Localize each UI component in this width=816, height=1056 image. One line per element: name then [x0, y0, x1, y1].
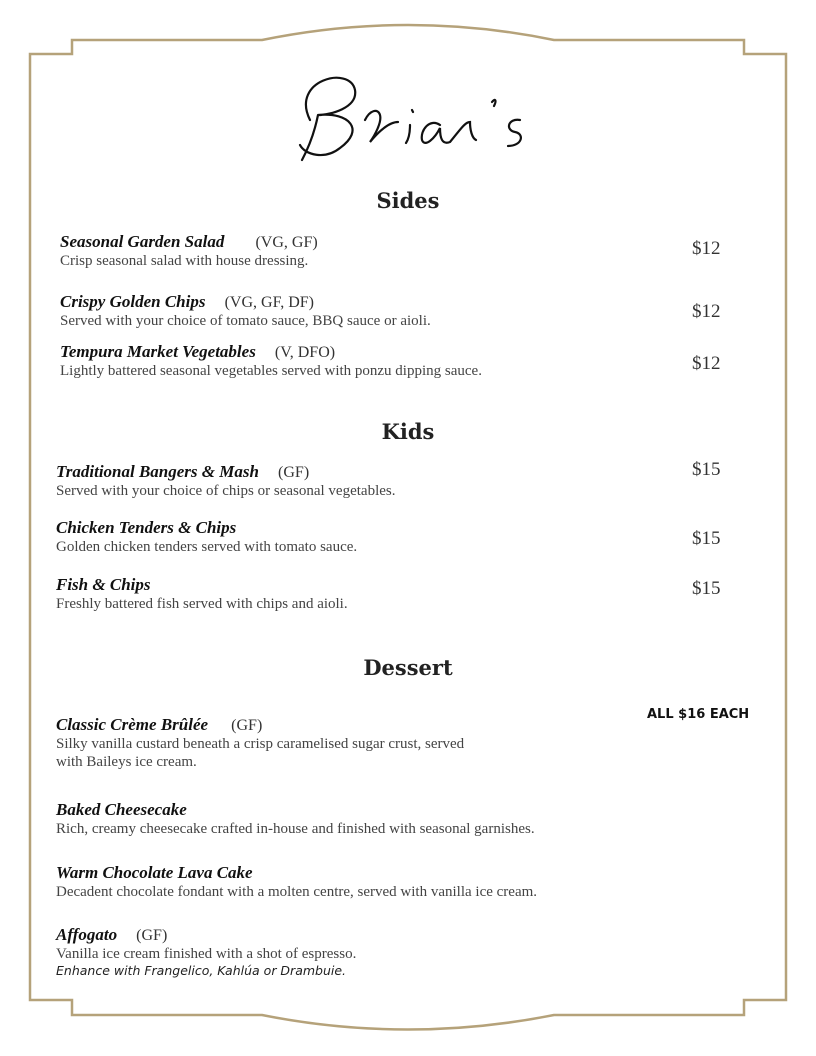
menu-item	[56, 863, 537, 901]
sides-title: Sides	[376, 188, 440, 213]
menu-item	[56, 518, 357, 556]
item-desc: Served with your choice of chips or seasonal vegetables.	[56, 483, 396, 499]
item-desc: Freshly battered fish served with chips and aioli.	[56, 596, 348, 612]
item-name: Affogato	[56, 925, 118, 944]
menu-item	[60, 232, 318, 270]
item-desc: Vanilla ice cream finished with a shot of espresso.	[56, 946, 357, 962]
item-price: $12	[692, 353, 721, 374]
menu-item	[60, 342, 482, 380]
item-desc: Crisp seasonal salad with house dressing.	[60, 253, 309, 269]
item-desc: Golden chicken tenders served with tomato sauce.	[56, 539, 358, 555]
item-price: $12	[692, 238, 721, 259]
item-desc: Lightly battered seasonal vegetables served with ponzu dipping sauce.	[60, 363, 482, 379]
menu-item	[56, 925, 356, 978]
item-name: Chicken Tenders & Chips	[56, 518, 237, 537]
item-price: $15	[692, 528, 721, 549]
item-desc-line2: with Baileys ice cream.	[56, 754, 197, 770]
item-name: Fish & Chips	[56, 575, 151, 594]
item-price: $12	[692, 301, 721, 322]
item-tags: (GF)	[231, 717, 263, 734]
item-tags: (GF)	[136, 927, 168, 944]
item-tags: (V, DFO)	[274, 344, 336, 361]
dessert-price-note: ALL $16 EACH	[647, 707, 750, 722]
menu-item	[56, 575, 348, 613]
item-name: Tempura Market Vegetables	[60, 342, 256, 361]
menu-item	[60, 292, 431, 330]
item-price: $15	[692, 459, 721, 480]
dessert-title: Dessert	[363, 655, 453, 680]
item-tags: (GF)	[278, 464, 310, 481]
item-name: Classic Crème Brûlée	[56, 715, 209, 734]
item-desc-line1: Silky vanilla custard beneath a crisp caramelised sugar crust, served	[56, 736, 465, 752]
menu-item	[56, 715, 464, 771]
item-tags: (VG, GF)	[255, 234, 318, 251]
item-name: Warm Chocolate Lava Cake	[56, 863, 253, 882]
item-desc: Decadent chocolate fondant with a molten centre, served with vanilla ice cream.	[56, 884, 538, 900]
item-desc: Served with your choice of tomato sauce, BBQ sauce or aioli.	[60, 313, 431, 329]
item-note: Enhance with Frangelico, Kahlúa or Drambuie.	[56, 963, 347, 978]
item-price: $15	[692, 578, 721, 599]
item-name: Baked Cheesecake	[56, 800, 187, 819]
item-desc: Rich, creamy cheesecake crafted in-house and finished with seasonal garnishes.	[56, 821, 535, 837]
briars-logo	[270, 60, 550, 170]
item-tags: (VG, GF, DF)	[224, 294, 314, 311]
item-name: Crispy Golden Chips	[60, 292, 206, 311]
menu-item	[56, 462, 395, 500]
menu-item	[56, 800, 535, 838]
item-name: Traditional Bangers & Mash	[56, 462, 259, 481]
item-name: Seasonal Garden Salad	[60, 232, 225, 251]
kids-title: Kids	[381, 419, 435, 444]
